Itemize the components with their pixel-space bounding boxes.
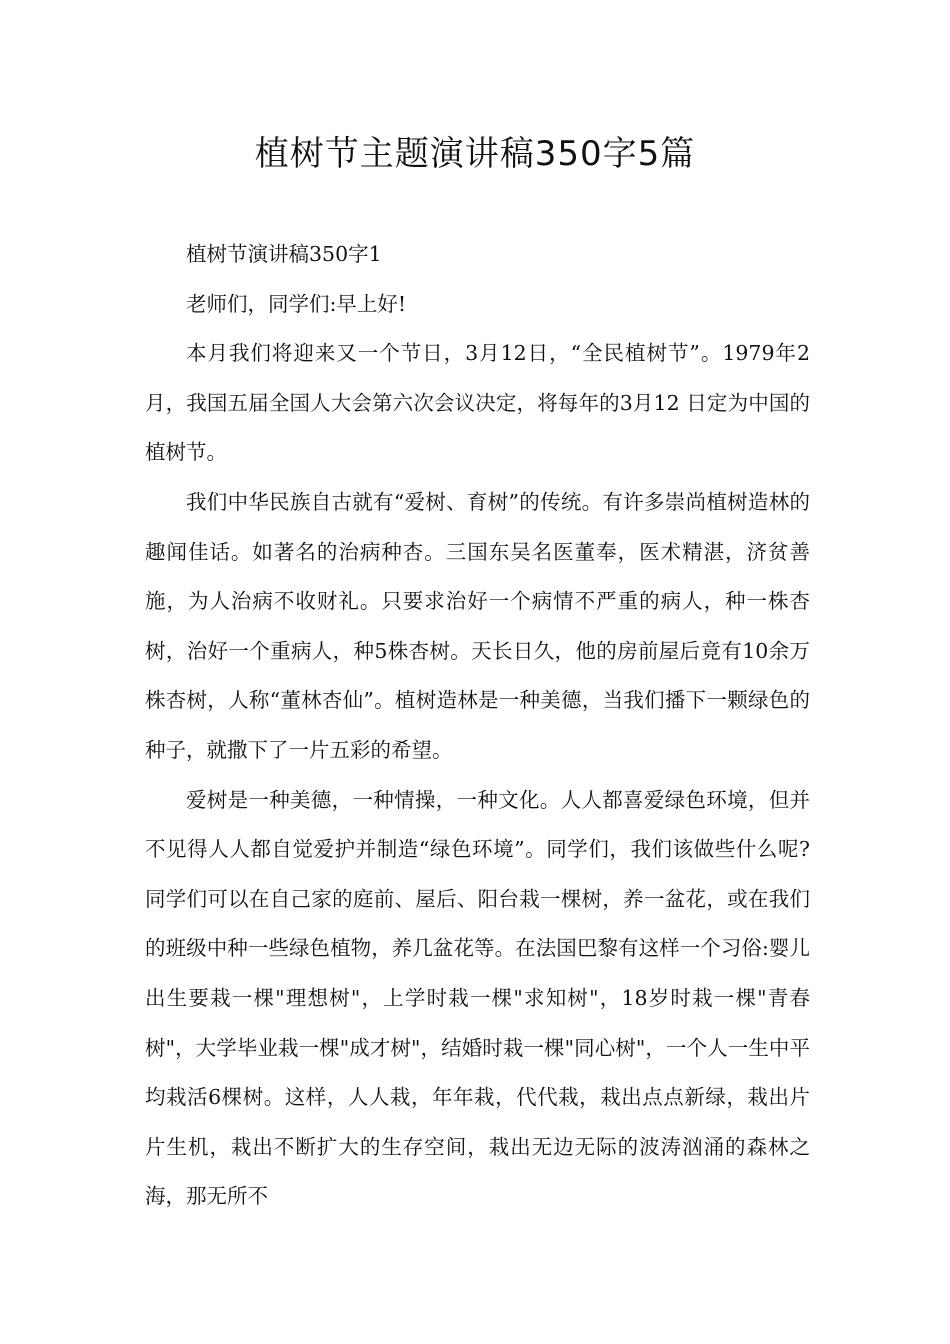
paragraph-intro: 本月我们将迎来又一个节日，3月12日，“全民植树节”。1979年2月，我国五届全国人大会第六次会议决定，将每年的3月12 日定为中国的植树节。 — [145, 341, 810, 465]
document-title: 植树节主题演讲稿350字5篇 — [254, 134, 696, 174]
paragraph-tradition: 我们中华民族自古就有“爱树、育树”的传统。有许多崇尚植树造林的趣闻佳话。如著名的治病种杏。三国东吴名医董奉，医术精湛，济贫善施，为人治病不收财礼。只要求治好一个病情不严重的病人，种一株杏树，治好一个重病人，种5株杏树。天长日久，他的房前屋后竟有10余万株杏树，人称“董林杏仙”。植树造林是一种美德，当我们播下一颗绿色的种子，就撒下了一片五彩的希望。 — [145, 489, 810, 762]
document-body — [145, 230, 810, 1222]
paragraph-greeting: 老师们，同学们:早上好! — [186, 291, 407, 316]
paragraph-virtue: 爱树是一种美德，一种情操，一种文化。人人都喜爱绿色环境，但并不见得人人都自觉爱护并制造“绿色环境”。同学们，我们该做些什么呢?同学们可以在自己家的庭前、屋后、阳台栽一棵树，养一盆花，或在我们的班级中种一些绿色植物，养几盆花等。在法国巴黎有这样一个习俗:婴儿出生要栽一棵"理想树"，上学时栽一棵"求知树"，18岁时栽一棵"青春树"，大学毕业栽一棵"成才树"，结婚时栽一棵"同心树"，一个人一生中平均栽活6棵树。这样，人人栽，年年栽，代代栽，栽出点点新绿，栽出片片生机，栽出不断扩大的生存空间，栽出无边无际的波涛汹涌的森林之海，那无所不 — [145, 787, 810, 1209]
paragraph-heading: 植树节演讲稿350字1 — [186, 242, 382, 266]
